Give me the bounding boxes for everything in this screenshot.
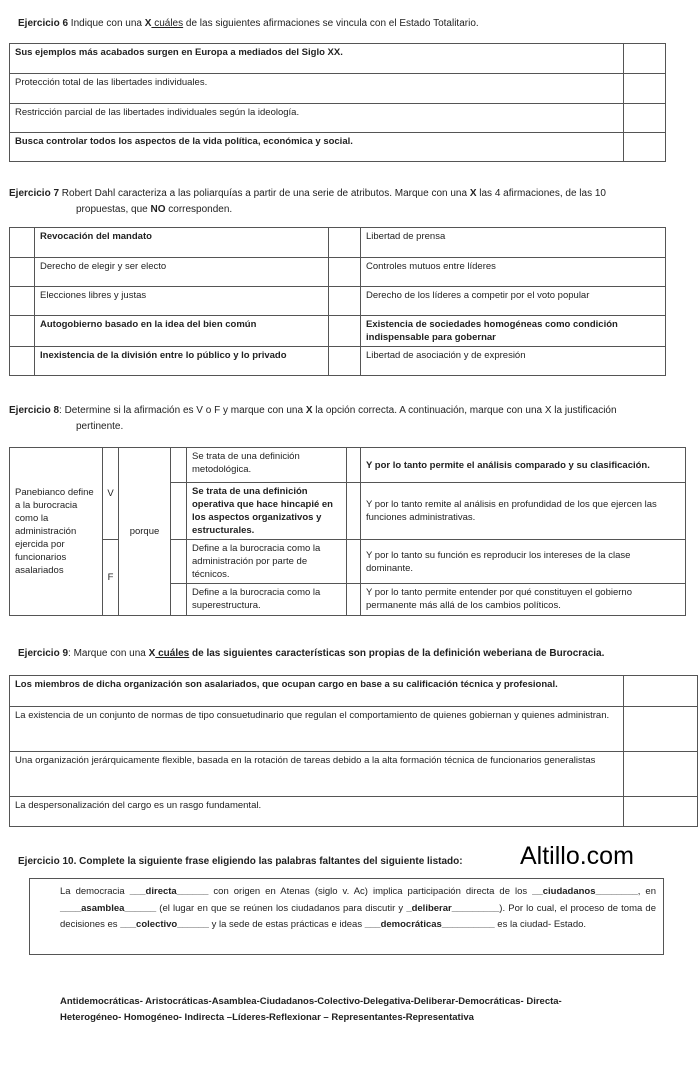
ej10-text-2: con origen en Atenas (siglo v. Ac) implica participación directa de los — [208, 886, 533, 897]
ej9-row-2: Una organización jerárquicamente flexible, basada en la rotación de tareas debido a la alta formación técnica de funcionarios generalistas — [10, 752, 624, 797]
ej8-mark-right-3[interactable] — [347, 584, 361, 616]
ej10-text-4: (el lugar en que se reúnen los ciudadanos para discutir y — [156, 902, 407, 914]
ej7-mark-right-1[interactable] — [329, 258, 361, 287]
ej10-box — [29, 878, 664, 955]
ej8-right-3: Y por lo tanto permite entender por qué constituyen el gobierno permanente más allá de los cambios políticos. — [361, 584, 686, 616]
ej8-right-2: Y por lo tanto su función es reproducir los intereses de la clase dominante. — [361, 540, 686, 584]
ej9-cuales: cuáles — [155, 648, 190, 659]
ej10-text-5: ). Por lo cual, el proceso de toma de decisiones es — [60, 902, 657, 930]
ej6-title-rest: de las siguientes afirmaciones se vincula con el Estado Totalitario. — [183, 18, 479, 29]
ej9-label: Ejercicio 9 — [18, 648, 69, 659]
ej8-title-line2: pertinente. — [76, 421, 124, 432]
ej10-wordlist-line-2: Heterogéneo- Homogéneo- Indirecta –Líderes-Reflexionar – Representantes-Representativa — [60, 1012, 474, 1023]
ej6-row-0: Sus ejemplos más acabados surgen en Europa a mediados del Siglo XX. — [10, 44, 624, 74]
ej8-porque: porque — [119, 448, 171, 616]
ej10-wordlist — [60, 994, 680, 1026]
ej8-mark-right-2[interactable] — [347, 540, 361, 584]
ej7-right-3: Existencia de sociedades homogéneas como condición indispensable para gobernar — [361, 316, 666, 347]
ej7-no: NO — [150, 204, 166, 215]
ej10-paragraph — [60, 884, 656, 934]
ej10-title: Ejercicio 10. Complete la siguiente frase eligiendo las palabras faltantes del siguiente listado: — [18, 856, 463, 867]
ej8-right-0: Y por lo tanto permite el análisis comparado y su clasificación. — [361, 448, 686, 483]
ej7-mark-right-3[interactable] — [329, 316, 361, 347]
ej8-statement: Panebianco define a la burocracia como la administración ejercida por funcionarios asalariados — [10, 448, 103, 616]
ej7-mark-left-0[interactable] — [10, 228, 35, 258]
ej9-answer-cell-0[interactable] — [624, 676, 698, 707]
ej9-row-0: Los miembros de dicha organización son asalariados, que ocupan cargo en base a su calificación técnica y profesional. — [10, 676, 624, 707]
ej10-text-6: y la sede de estas prácticas e ideas — [208, 919, 365, 930]
ej8-mid-1: Se trata de una definición operativa que hace hincapié en los aspectos organizativos y estructurales. — [187, 483, 347, 540]
ej6-answer-cell-0[interactable] — [624, 44, 666, 74]
ej6-label: Ejercicio 6 — [18, 18, 69, 29]
ej9-row-3: La despersonalización del cargo es un rasgo fundamental. — [10, 797, 624, 827]
ej7-label: Ejercicio 7 — [9, 188, 60, 199]
ej6-cuales: cuáles — [151, 18, 184, 29]
ej10-blank-5[interactable]: ___colectivo______ — [120, 919, 209, 930]
ej6-x: X — [144, 18, 152, 29]
ej7-title-text: Robert Dahl caracteriza a las poliarquías a partir de una serie de atributos. Marque con una — [59, 188, 470, 199]
ej10-wordlist-line-1: Antidemocráticas- Aristocráticas-Asamblea-Ciudadanos-Colectivo-Delegativa-Deliberar-Democráticas- Directa- — [60, 996, 562, 1007]
ej10-blank-4[interactable]: _deliberar_________ — [406, 902, 500, 914]
ej7-mark-right-0[interactable] — [329, 228, 361, 258]
ej7-left-2: Elecciones libres y justas — [35, 287, 329, 316]
ej7-table — [9, 227, 666, 376]
ej6-row-3: Busca controlar todos los aspectos de la vida política, económica y social. — [10, 133, 624, 162]
ej9-row-1: La existencia de un conjunto de normas de tipo consuetudinario que regulan el comportamiento de quienes gobiernan y quienes administran. — [10, 707, 624, 752]
ej10-text-7: es la ciudad- Estado. — [494, 919, 587, 930]
ej6-title-text: Indique con una — [68, 18, 145, 29]
ej8-mid-0: Se trata de una definición metodológica. — [187, 448, 347, 483]
ej7-title-rest: las 4 afirmaciones, de las 10 — [476, 188, 606, 199]
ej9-title-rest: de las siguientes características son propias de la definición weberiana de Burocracia. — [189, 648, 605, 659]
ej6-table — [9, 43, 666, 162]
ej9-table — [9, 675, 698, 827]
ej7-right-2: Derecho de los líderes a competir por el voto popular — [361, 287, 666, 316]
ej6-answer-cell-2[interactable] — [624, 104, 666, 133]
ej8-title — [9, 403, 689, 435]
ej7-left-4: Inexistencia de la división entre lo público y lo privado — [35, 347, 329, 376]
ej7-mark-left-4[interactable] — [10, 347, 35, 376]
ej8-x: X — [305, 405, 313, 416]
ej6-answer-cell-3[interactable] — [624, 133, 666, 162]
ej8-title-text: : Determine si la afirmación es V o F y marque con una — [59, 405, 306, 416]
ej7-mark-left-1[interactable] — [10, 258, 35, 287]
ej10-text-3: , en — [637, 886, 656, 897]
ej6-answer-cell-1[interactable] — [624, 74, 666, 104]
ej8-mark-mid-3[interactable] — [171, 584, 187, 616]
ej9-title-text: : Marque con una — [68, 648, 149, 659]
ej10-blank-3[interactable]: ____asamblea______ — [60, 902, 157, 914]
ej10-text-1: La democracia — [60, 886, 130, 897]
ej8-title-rest: la opción correcta. A continuación, marque con una X la justificación — [312, 405, 617, 416]
ej7-mark-right-2[interactable] — [329, 287, 361, 316]
ej10-blank-2[interactable]: __ciudadanos________ — [532, 886, 638, 897]
ej8-mark-right-0[interactable] — [347, 448, 361, 483]
ej8-mid-3: Define a la burocracia como la superestructura. — [187, 584, 347, 616]
ej7-right-4: Libertad de asociación y de expresión — [361, 347, 666, 376]
ej8-table — [9, 447, 686, 616]
ej7-right-1: Controles mutuos entre líderes — [361, 258, 666, 287]
ej7-title — [9, 186, 689, 218]
ej7-left-3: Autogobierno basado en la idea del bien común — [35, 316, 329, 347]
ej9-answer-cell-2[interactable] — [624, 752, 698, 797]
ej6-title — [18, 16, 479, 32]
ej7-mark-left-2[interactable] — [10, 287, 35, 316]
ej8-mark-mid-1[interactable] — [171, 483, 187, 540]
ej7-title-line2: propuestas, que — [76, 204, 151, 215]
ej9-x: X — [148, 648, 156, 659]
ej8-right-1: Y por lo tanto remite al análisis en profundidad de los que ejercen las funciones administrativas. — [361, 483, 686, 540]
ej9-answer-cell-3[interactable] — [624, 797, 698, 827]
ej6-row-1: Protección total de las libertades individuales. — [10, 74, 624, 104]
ej10-blank-1[interactable]: ___directa______ — [129, 886, 209, 897]
altillo-logo: Altillo.com — [520, 842, 634, 870]
ej7-left-1: Derecho de elegir y ser electo — [35, 258, 329, 287]
ej6-row-2: Restricción parcial de las libertades individuales según la ideología. — [10, 104, 624, 133]
ej8-mark-mid-0[interactable] — [171, 448, 187, 483]
ej8-mark-right-1[interactable] — [347, 483, 361, 540]
ej8-mark-mid-2[interactable] — [171, 540, 187, 584]
ej7-mark-left-3[interactable] — [10, 316, 35, 347]
ej7-title-line2-end: corresponden. — [165, 204, 233, 215]
ej7-left-0: Revocación del mandato — [35, 228, 329, 258]
ej9-title — [18, 646, 604, 662]
ej8-v-label[interactable]: V — [103, 448, 119, 540]
ej7-x: X — [469, 188, 477, 199]
ej7-mark-right-4[interactable] — [329, 347, 361, 376]
ej7-right-0: Libertad de prensa — [361, 228, 666, 258]
ej8-label: Ejercicio 8 — [9, 405, 60, 416]
ej10-blank-6[interactable]: ___democráticas__________ — [364, 919, 495, 930]
ej9-answer-cell-1[interactable] — [624, 707, 698, 752]
ej8-f-label[interactable]: F — [103, 540, 119, 616]
ej8-mid-2: Define a la burocracia como la administración por parte de técnicos. — [187, 540, 347, 584]
